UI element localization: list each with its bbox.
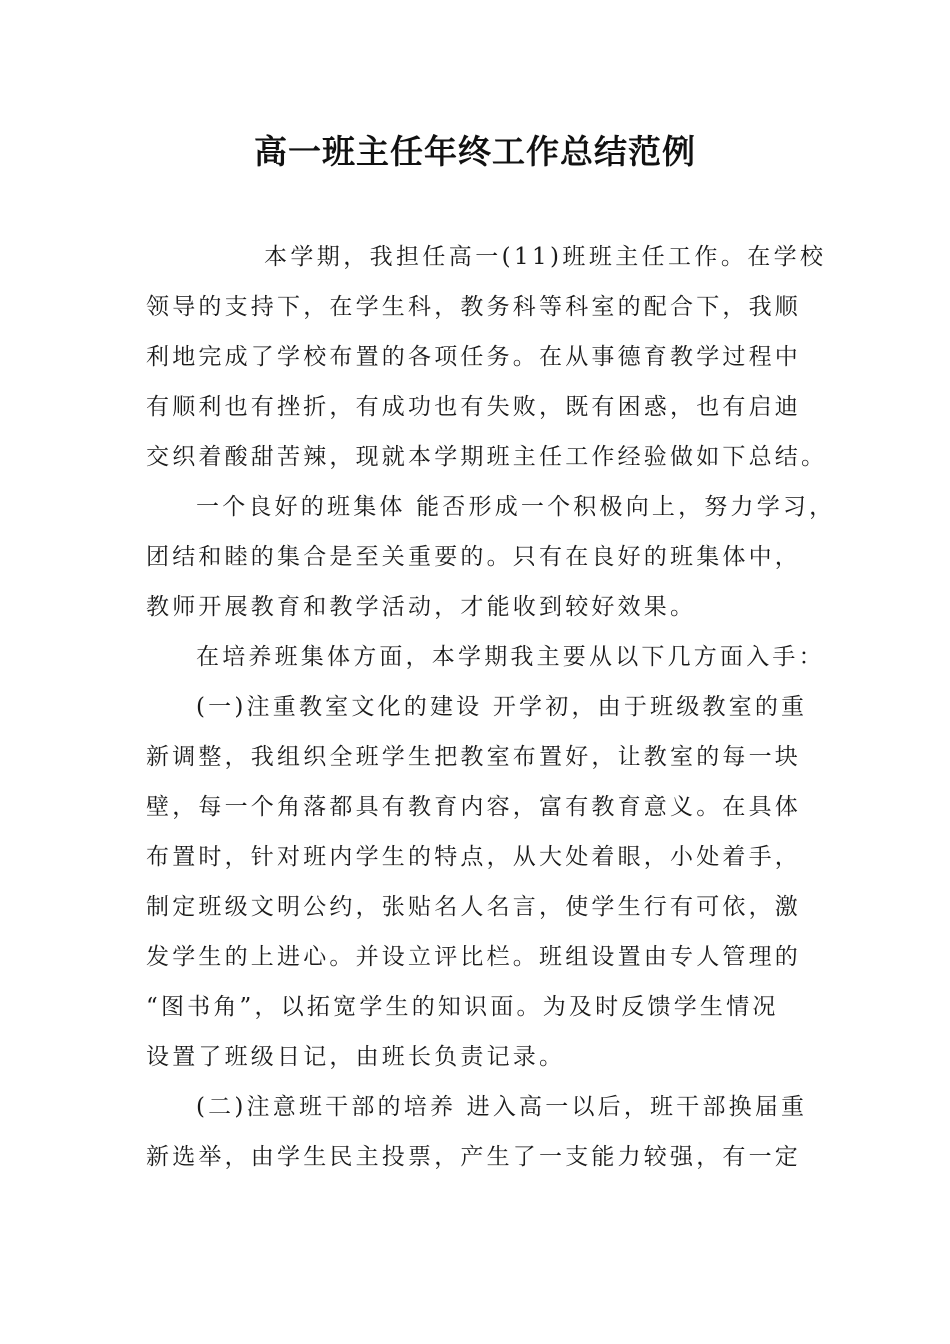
paragraph-line: 领导的支持下，在学生科，教务科等科室的配合下，我顺 (146, 294, 801, 320)
paragraph-line: 交织着酸甜苦辣，现就本学期班主任工作经验做如下总结。 (146, 444, 828, 470)
paragraph-line: 有顺利也有挫折，有成功也有失败，既有困惑，也有启迪 (146, 394, 801, 420)
paragraph-line: 设置了班级日记，由班长负责记录。 (146, 1044, 566, 1070)
paragraph-line: 教师开展教育和教学活动，才能收到较好效果。 (146, 594, 697, 620)
paragraph-line: 发学生的上进心。并设立评比栏。班组设置由专人管理的 (146, 944, 801, 970)
paragraph-line: 在培养班集体方面，本学期我主要从以下几方面入手： (196, 644, 825, 670)
paragraph-line: 布置时，针对班内学生的特点，从大处着眼，小处着手， (146, 844, 801, 870)
paragraph-line: 一个良好的班集体 能否形成一个积极向上，努力学习， (196, 494, 836, 520)
paragraph-line: (二)注意班干部的培养 进入高一以后，班干部换届重 (196, 1094, 808, 1120)
paragraph-line: 新调整，我组织全班学生把教室布置好，让教室的每一块 (146, 744, 801, 770)
paragraph-line: 新选举，由学生民主投票，产生了一支能力较强，有一定 (146, 1144, 801, 1170)
paragraph-line: “图书角”，以拓宽学生的知识面。为及时反馈学生情况 (146, 994, 779, 1020)
paragraph-line: 制定班级文明公约，张贴名人名言，使学生行有可依，激 (146, 894, 801, 920)
paragraph-line: 本学期，我担任高一(11)班班主任工作。在学校 (264, 244, 827, 270)
paragraph-line: 团结和睦的集合是至关重要的。只有在良好的班集体中， (146, 544, 801, 570)
paragraph-line: 利地完成了学校布置的各项任务。在从事德育教学过程中 (146, 344, 801, 370)
document-title: 高一班主任年终工作总结范例 (254, 132, 696, 171)
paragraph-line: 壁，每一个角落都具有教育内容，富有教育意义。在具体 (146, 794, 801, 820)
paragraph-line: (一)注重教室文化的建设 开学初，由于班级教室的重 (196, 694, 808, 720)
